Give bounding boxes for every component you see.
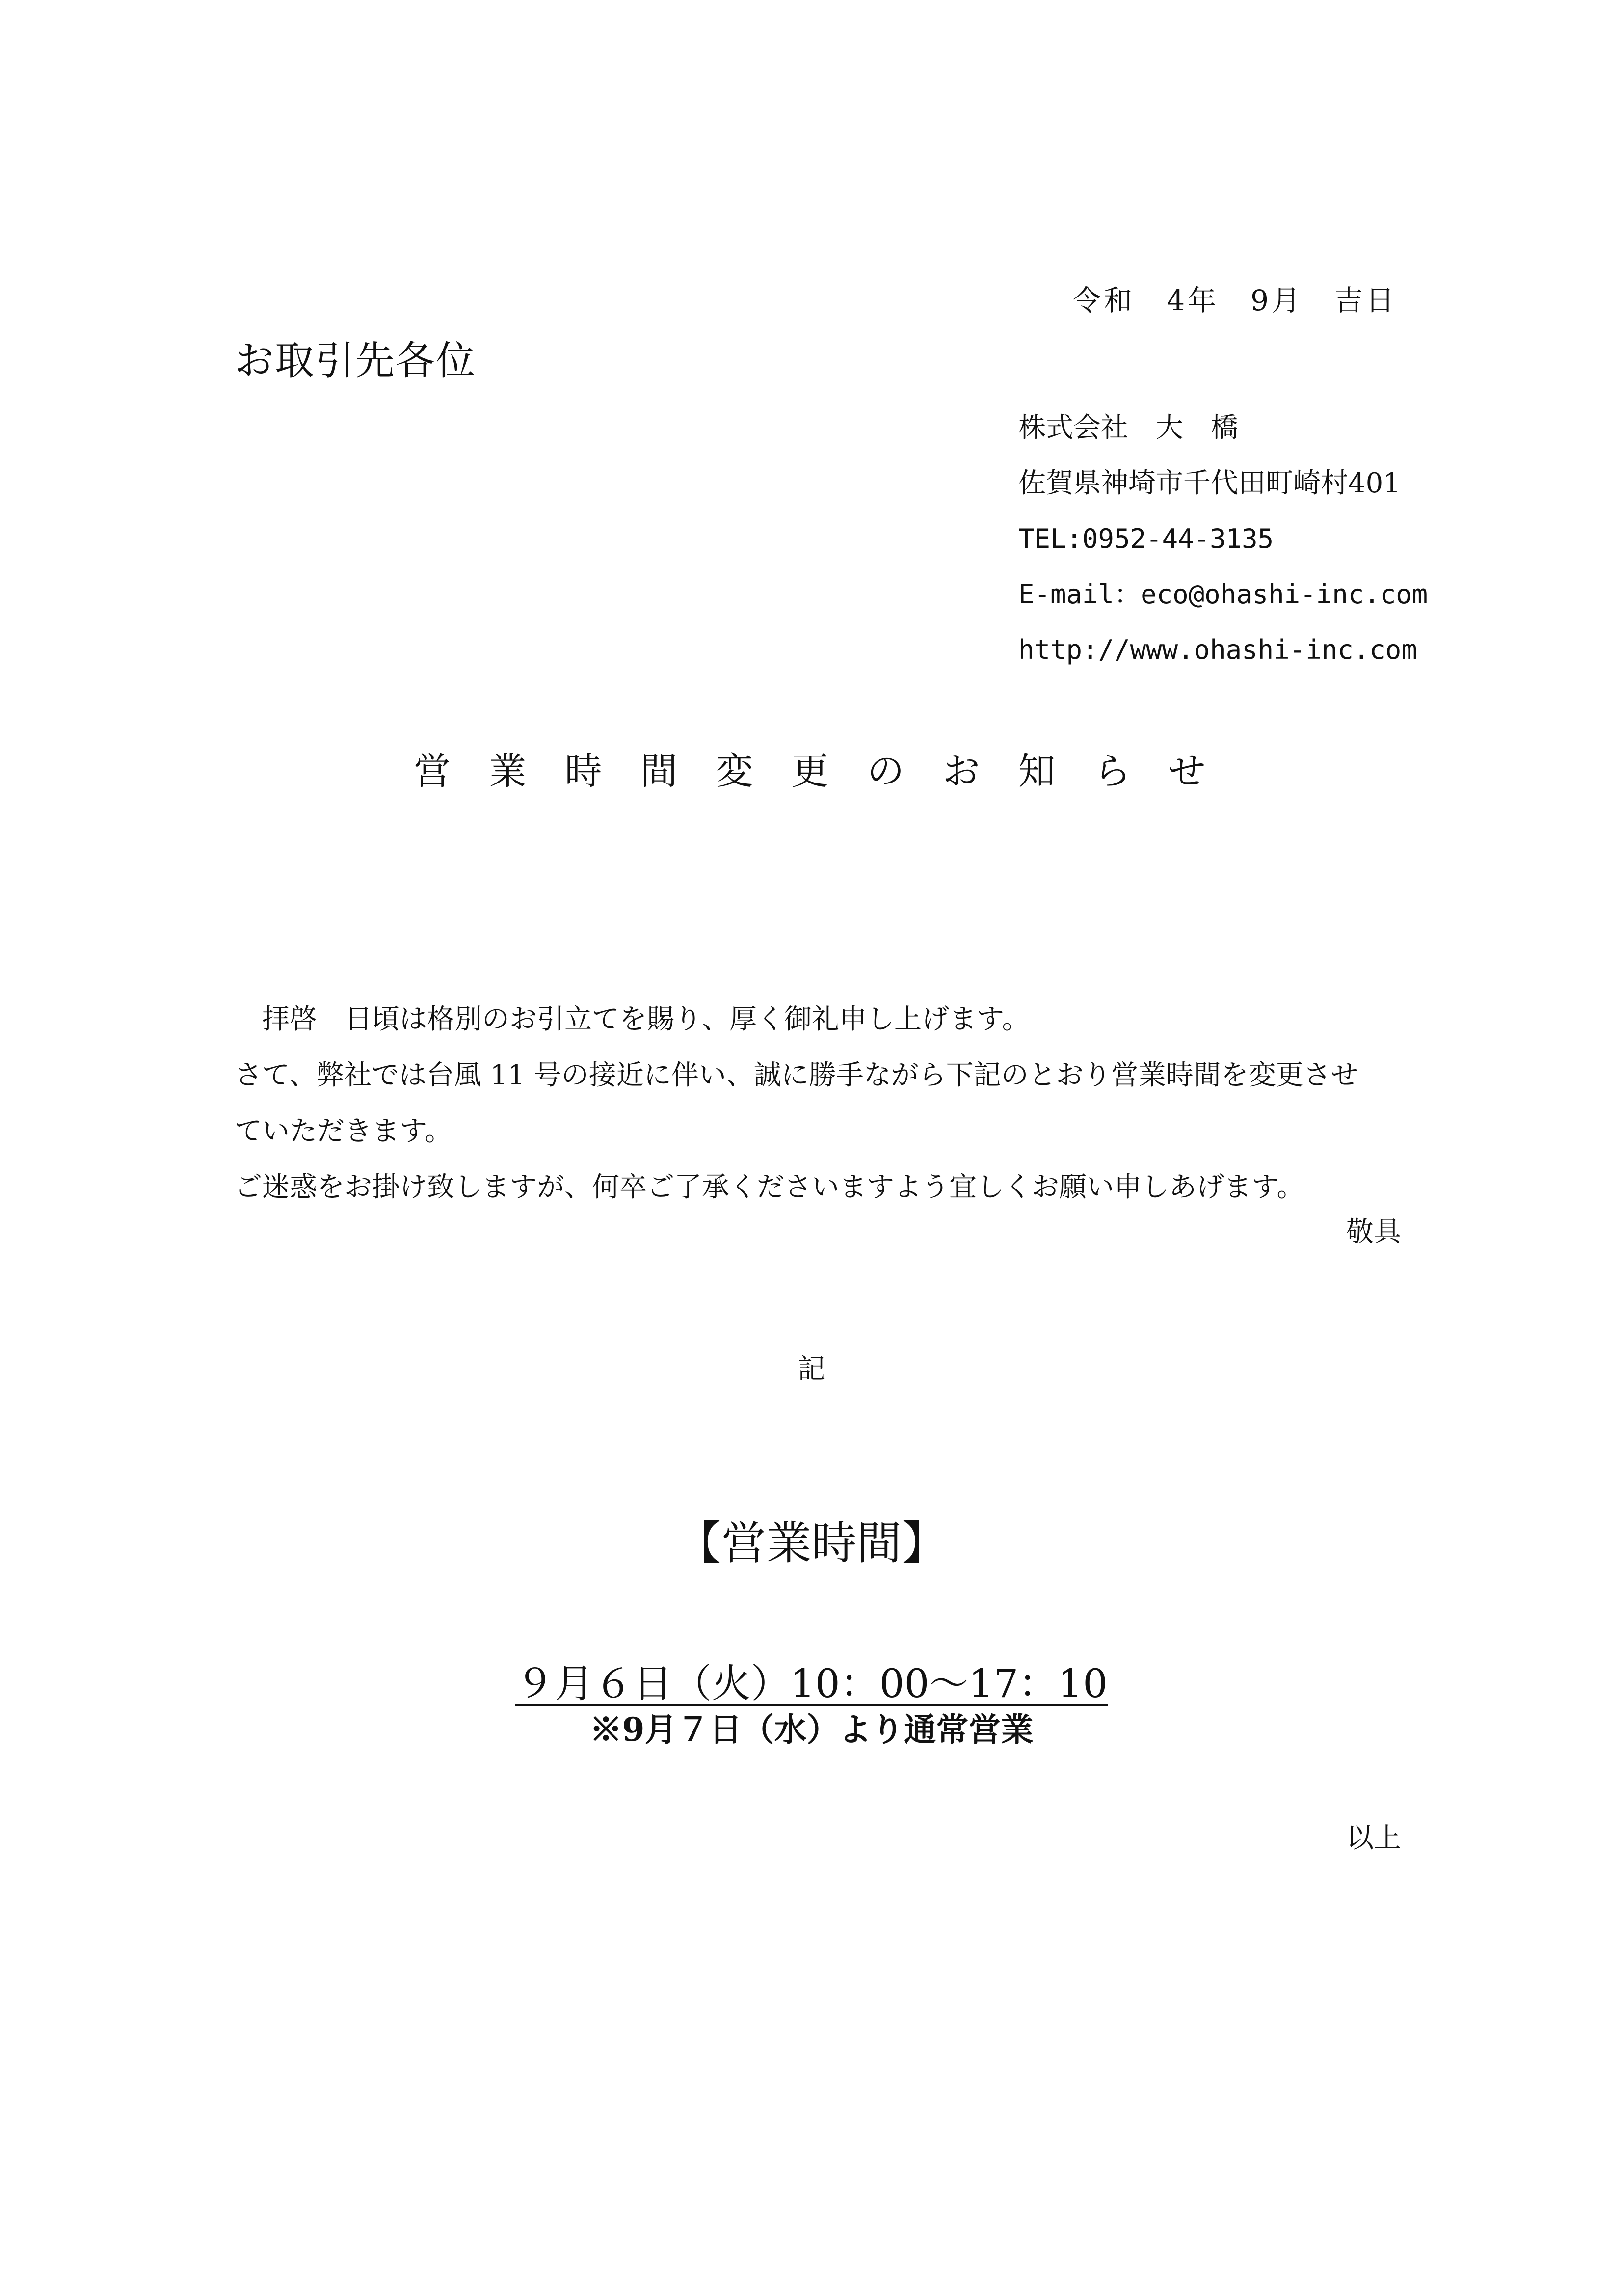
sender-address: 佐賀県神埼市千代田町崎村401 [1018,467,1401,499]
document-date: 令和 4年 9月 吉日 [1072,284,1397,317]
body-text [235,992,1403,1216]
hours-line [0,1652,1623,1708]
sender-block [1018,400,1428,677]
sender-company: 株式会社 大 橋 [1018,412,1238,444]
closing-keigu: 敬具 [1346,1216,1401,1248]
document-title: 営業時間変更のお知らせ [413,749,1244,793]
end-marker: 以上 [1346,1822,1401,1854]
sender-url: http://www.ohashi-inc.com [1018,634,1417,665]
hours-heading: 【営業時間】 [676,1517,947,1569]
addressee: お取引先各位 [235,338,476,383]
sender-tel: TEL:0952-44-3135 [1018,523,1274,554]
body-line: ていただきます。 [235,1115,452,1147]
body-line: さて、弊社では台風 11 号の接近に伴い、誠に勝手ながら下記のとおり営業時間を変更させ [235,1059,1358,1091]
hours-value: ９月６日（火）10：00～17：10 [515,1661,1108,1706]
sender-email: E-mail：eco@ohashi-inc.com [1018,579,1428,610]
ki-marker: 記 [798,1353,825,1385]
body-line: 拝啓 日頃は格別のお引立てを賜り、厚く御礼申し上げます。 [235,1003,1030,1035]
body-line: ご迷惑をお掛け致しますが、何卒ご了承くださいますよう宜しくお願い申しあげます。 [235,1171,1304,1203]
normal-business-note: ※9月７日（水）より通常営業 [589,1710,1034,1749]
